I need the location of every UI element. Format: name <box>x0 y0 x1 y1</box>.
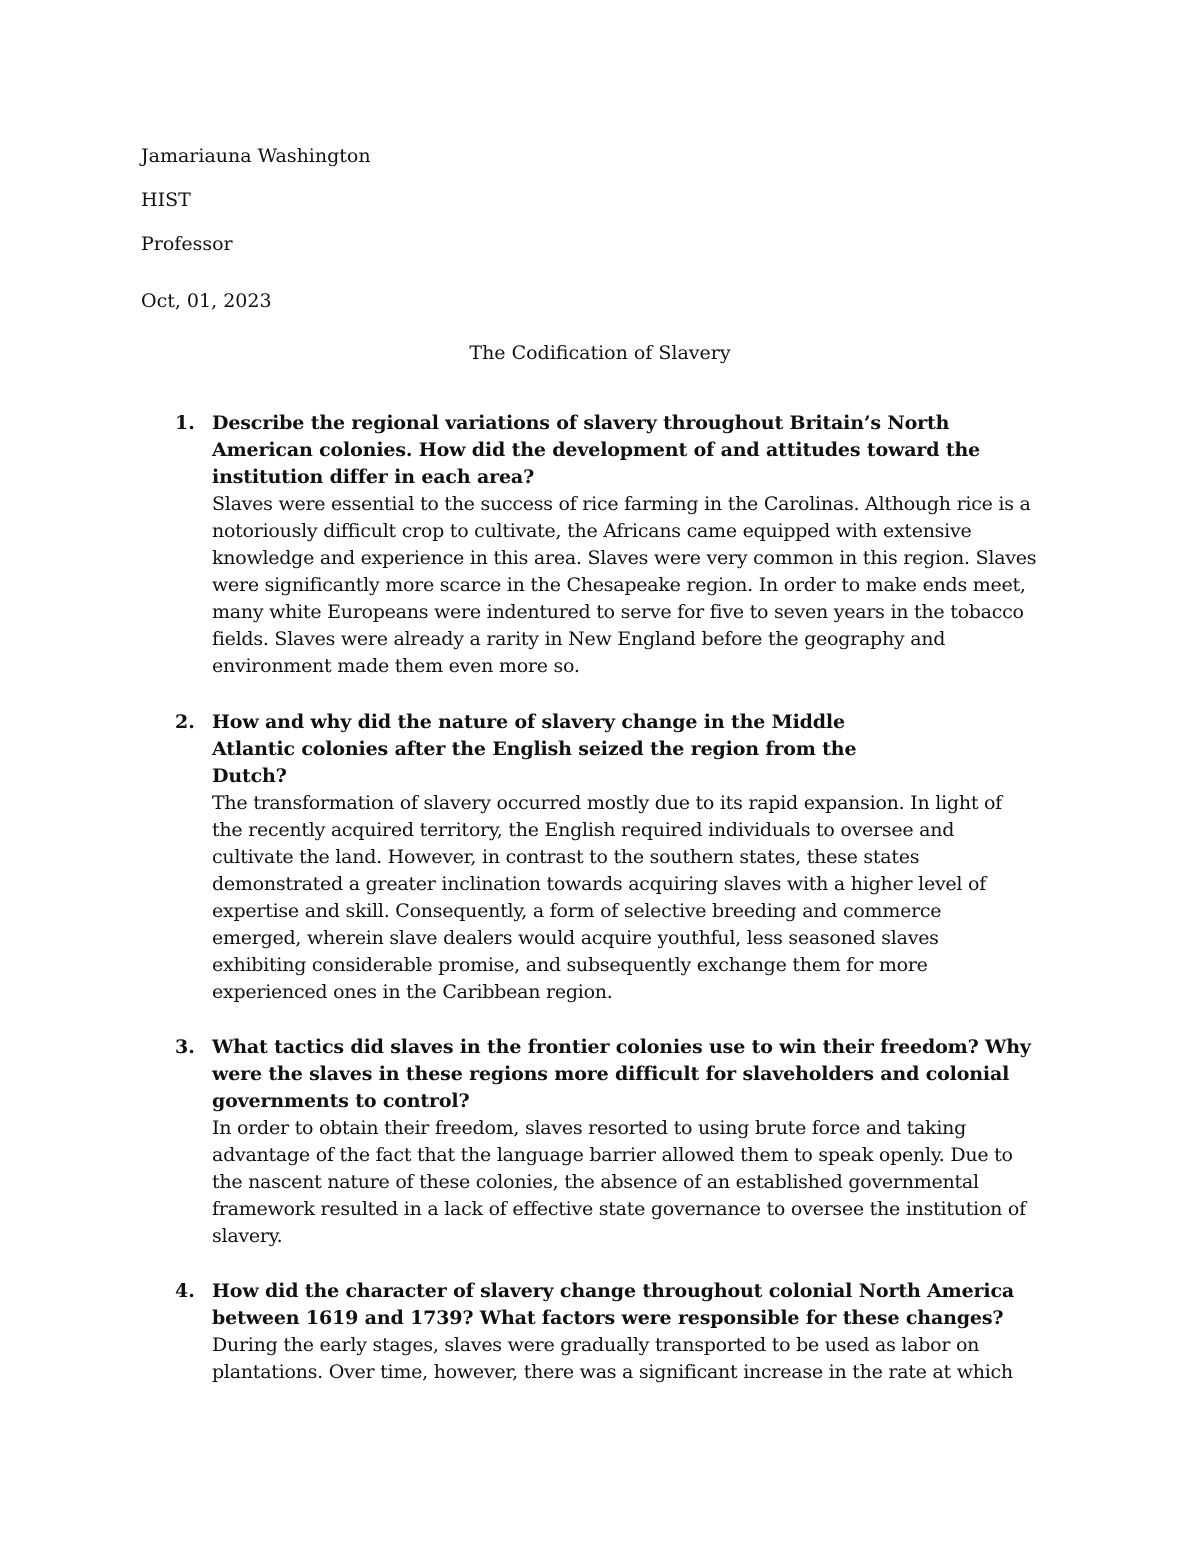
question-text: Describe the regional variations of slavery throughout Britain’s North American colonies. How did the development of and attitudes toward the institution differ in each area? <box>212 412 981 488</box>
question-item <box>175 709 1042 1006</box>
student-name: Jamariauna Washington <box>141 145 371 167</box>
answer-text: In order to obtain their freedom, slaves resorted to using brute force and taking advantage of the fact that the language barrier allowed them to speak openly. Due to the nascent nature of these colonies, the absence of an established governmental framework resulted in a lack of effective state governance to oversee the institution of slavery. <box>212 1117 1026 1247</box>
answer-text: During the early stages, slaves were gradually transported to be used as labor on plantations. Over time, however, there was a significant increase in the rate at which <box>212 1334 1013 1383</box>
question-text: How and why did the nature of slavery change in the Middle Atlantic colonies after the English seized the region from the Dutch? <box>212 711 857 787</box>
question-item <box>175 1278 1042 1386</box>
instructor-name: Professor <box>141 233 233 255</box>
answer-text: The transformation of slavery occurred mostly due to its rapid expansion. In light of the recently acquired territory, the English required individuals to oversee and cultivate the land. However, in contrast to the southern states, these states demonstrated a greater inclination towards acquiring slaves with a higher level of expertise and skill. Consequently, a form of selective breeding and commerce emerged, wherein slave dealers would acquire youthful, less seasoned slaves exhibiting considerable promise, and subsequently exchange them for more experienced ones in the Caribbean region. <box>212 792 1002 1003</box>
question-item <box>175 410 1042 680</box>
document-date: Oct, 01, 2023 <box>141 290 272 312</box>
answer-text: Slaves were essential to the success of rice farming in the Carolinas. Although rice is a notoriously difficult crop to cultivate, the Africans came equipped with extensive knowledge and experience in this area. Slaves were very common in this region. Slaves were significantly more scarce in the Chesapeake region. In order to make ends meet, many white Europeans were indentured to serve for five to seven years in the tobacco fields. Slaves were already a rarity in New England before the geography and environment made them even more so. <box>212 493 1037 677</box>
question-number: 3. <box>175 1036 195 1058</box>
question-text: How did the character of slavery change throughout colonial North America between 1619 and 1739? What factors were responsible for these changes? <box>212 1280 1015 1329</box>
document-title: The Codification of Slavery <box>469 342 731 364</box>
course-name: HIST <box>141 189 191 211</box>
question-number: 2. <box>175 711 195 733</box>
question-item <box>175 1034 1042 1250</box>
question-number: 4. <box>175 1280 195 1302</box>
question-text: What tactics did slaves in the frontier colonies use to win their freedom? Why were the slaves in these regions more difficult for slaveholders and colonial governments to control? <box>212 1036 1031 1112</box>
question-number: 1. <box>175 412 195 434</box>
